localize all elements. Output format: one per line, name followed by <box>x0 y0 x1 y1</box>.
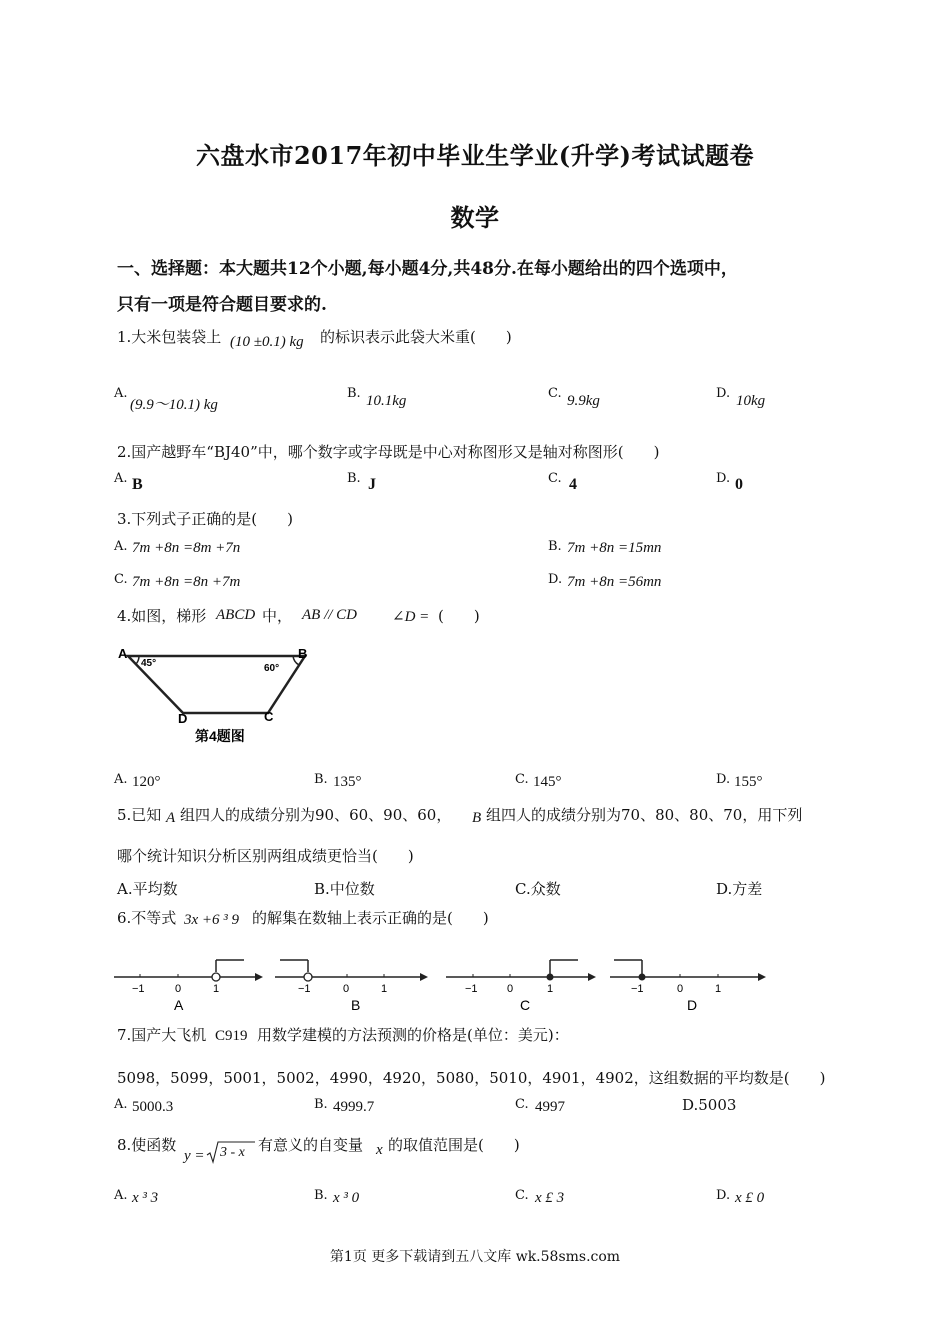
q8-option-a-label: A. <box>114 1188 128 1203</box>
tick-label: 0 <box>507 983 514 995</box>
q4-option-b: 135° <box>333 774 362 790</box>
q4-angle: ∠D = <box>392 609 430 625</box>
q4-trapezoid-figure <box>115 643 315 748</box>
q1-option-d: 10kg <box>736 393 766 409</box>
q1-option-c: 9.9kg <box>567 393 600 409</box>
q6-inequality: 3x +6 ³ 9 <box>184 912 240 928</box>
q4-text-post: ( ) <box>438 607 480 625</box>
option-d-label: D <box>687 997 698 1013</box>
q5-text-1: 5.已知 <box>117 806 162 824</box>
q3-option-b-label: B. <box>548 539 562 554</box>
q1-option-d-label: D. <box>716 386 731 401</box>
q2-text: 2.国产越野车“BJ40”中，哪个数字或字母既是中心对称图形又是轴对称图形( ) <box>117 443 660 461</box>
q1-text-pre: 1.大米包装袋上 <box>117 328 222 346</box>
tick-label: −1 <box>132 983 145 995</box>
page-footer: 第1页 更多下载请到五八文库 wk.58sms.com <box>329 1249 621 1265</box>
q3-option-c: 7m +8n =8n +7m <box>132 574 241 590</box>
q8-variable: x <box>376 1142 383 1158</box>
q3-option-a-label: A. <box>114 539 128 554</box>
q2-option-a: B <box>132 476 143 493</box>
q7-option-b: 4999.7 <box>333 1099 375 1115</box>
q8-option-b-label: B. <box>314 1188 328 1203</box>
section-heading-line2: 只有一项是符合题目要求的. <box>117 295 327 315</box>
q7-option-a: 5000.3 <box>132 1099 174 1115</box>
q7-plane-model: C919 <box>215 1028 248 1044</box>
tick-label: 0 <box>677 983 684 995</box>
number-line-a <box>114 960 263 1013</box>
q3-option-d: 7m +8n =56mn <box>567 574 662 590</box>
q2-option-c: 4 <box>569 476 577 493</box>
section-heading-line1: 一、选择题：本大题共12个小题,每小题4分,共48分.在每小题给出的四个选项中， <box>117 259 738 279</box>
tick-label: −1 <box>631 983 644 995</box>
solid-point <box>639 974 646 981</box>
tick-label: −1 <box>298 983 311 995</box>
q4-option-d-label: D. <box>716 772 731 787</box>
q4-option-d: 155° <box>734 774 763 790</box>
q3-option-b: 7m +8n =15mn <box>567 540 662 556</box>
vertex-a-label: A <box>118 646 128 661</box>
open-point <box>304 973 312 981</box>
exam-title: 六盘水市2017年初中毕业生学业(升学)考试试题卷 <box>195 141 754 170</box>
q2-option-a-label: A. <box>114 471 128 486</box>
tick-label: 1 <box>213 983 220 995</box>
q8-option-a: x ³ 3 <box>132 1190 159 1206</box>
q7-option-c-label: C. <box>515 1097 529 1112</box>
q4-shape-name: ABCD <box>216 607 256 623</box>
q6-text-post: 的解集在数轴上表示正确的是( ) <box>252 909 489 927</box>
q5-text-line2: 哪个统计知识分析区别两组成绩更恰当( ) <box>117 847 414 865</box>
q8-text-pre: 8.使函数 <box>117 1136 177 1154</box>
q3-option-a: 7m +8n =8m +7n <box>132 540 241 556</box>
q8-text-post: 的取值范围是( ) <box>388 1136 520 1154</box>
angle-b-label: 60° <box>264 663 280 674</box>
q1-option-c-label: C. <box>548 386 562 401</box>
q8-option-d: x £ 0 <box>735 1190 765 1206</box>
vertex-b-label: B <box>298 646 308 661</box>
number-line-d <box>610 960 766 1013</box>
q1-text-post: 的标识表示此袋大米重( ) <box>320 328 512 346</box>
q6-number-lines <box>110 944 770 1014</box>
vertex-d-label: D <box>178 711 188 726</box>
q7-option-b-label: B. <box>314 1097 328 1112</box>
q7-option-a-label: A. <box>114 1097 128 1112</box>
q3-text: 3.下列式子正确的是( ) <box>117 510 294 528</box>
option-a-label: A <box>174 997 184 1013</box>
solid-point <box>547 974 554 981</box>
option-b-label: B <box>351 997 361 1013</box>
q8-function-lhs: y = <box>184 1148 205 1164</box>
q8-option-b: x ³ 0 <box>333 1190 360 1206</box>
number-line-c <box>446 960 596 1013</box>
q1-option-a: (9.9～10.1) kg <box>130 397 218 413</box>
q7-text-post: 用数学建模的方法预测的价格是(单位：美元)： <box>257 1026 569 1044</box>
q1-expression: (10 ±0.1) kg <box>230 334 304 350</box>
q5-group-b: B <box>472 810 482 826</box>
q4-text-mid: 中， <box>262 607 293 625</box>
q4-option-c-label: C. <box>515 772 529 787</box>
q2-option-d: 0 <box>735 476 743 493</box>
tick-label: 1 <box>381 983 388 995</box>
q6-text-pre: 6.不等式 <box>117 909 177 927</box>
q1-option-b-label: B. <box>347 386 361 401</box>
q7-option-c: 4997 <box>535 1099 565 1115</box>
q2-option-b: J <box>368 476 376 493</box>
number-line-b <box>275 960 428 1013</box>
q8-radicand: 3 - x <box>220 1145 245 1160</box>
q8-option-c: x £ 3 <box>535 1190 565 1206</box>
tick-label: 0 <box>175 983 182 995</box>
q2-option-b-label: B. <box>347 471 361 486</box>
q4-option-c: 145° <box>533 774 562 790</box>
q5-option-d: D.方差 <box>716 880 763 898</box>
q8-option-c-label: C. <box>515 1188 529 1203</box>
q4-option-b-label: B. <box>314 772 328 787</box>
q2-option-c-label: C. <box>548 471 562 486</box>
q4-option-a-label: A. <box>114 772 128 787</box>
tick-label: −1 <box>465 983 478 995</box>
tick-label: 1 <box>547 983 554 995</box>
open-point <box>212 973 220 981</box>
q1-option-a-label: A. <box>114 386 128 401</box>
tick-label: 1 <box>715 983 722 995</box>
q7-text-line2: 5098，5099，5001，5002，4990，4920，5080，5010，4901，4902，这组数据的平均数是( ) <box>117 1069 826 1087</box>
q7-text-pre: 7.国产大飞机 <box>117 1026 207 1044</box>
q8-text-mid: 有意义的自变量 <box>258 1136 364 1154</box>
q5-text-2: 组四人的成绩分别为90、60、90、60， <box>180 806 452 824</box>
q1-option-b: 10.1kg <box>366 393 407 409</box>
q5-option-a: A.平均数 <box>117 880 178 898</box>
q5-group-a: A <box>166 810 176 826</box>
q4-text-pre: 4.如图，梯形 <box>117 607 207 625</box>
vertex-c-label: C <box>264 709 274 724</box>
q8-option-d-label: D. <box>716 1188 731 1203</box>
q4-condition: AB // CD <box>302 607 357 623</box>
q3-option-c-label: C. <box>114 572 128 587</box>
q5-option-c: C.众数 <box>515 880 561 898</box>
q7-option-d: D.5003 <box>682 1096 737 1114</box>
figure-caption: 第4题图 <box>195 728 245 744</box>
q4-option-a: 120° <box>132 774 161 790</box>
tick-label: 0 <box>343 983 350 995</box>
q3-option-d-label: D. <box>548 572 563 587</box>
q5-text-3: 组四人的成绩分别为70、80、80、70，用下列 <box>486 806 803 824</box>
q5-option-b: B.中位数 <box>314 880 375 898</box>
subject-title: 数学 <box>450 203 500 232</box>
option-c-label: C <box>520 997 531 1013</box>
q2-option-d-label: D. <box>716 471 731 486</box>
angle-a-label: 45° <box>141 658 157 669</box>
